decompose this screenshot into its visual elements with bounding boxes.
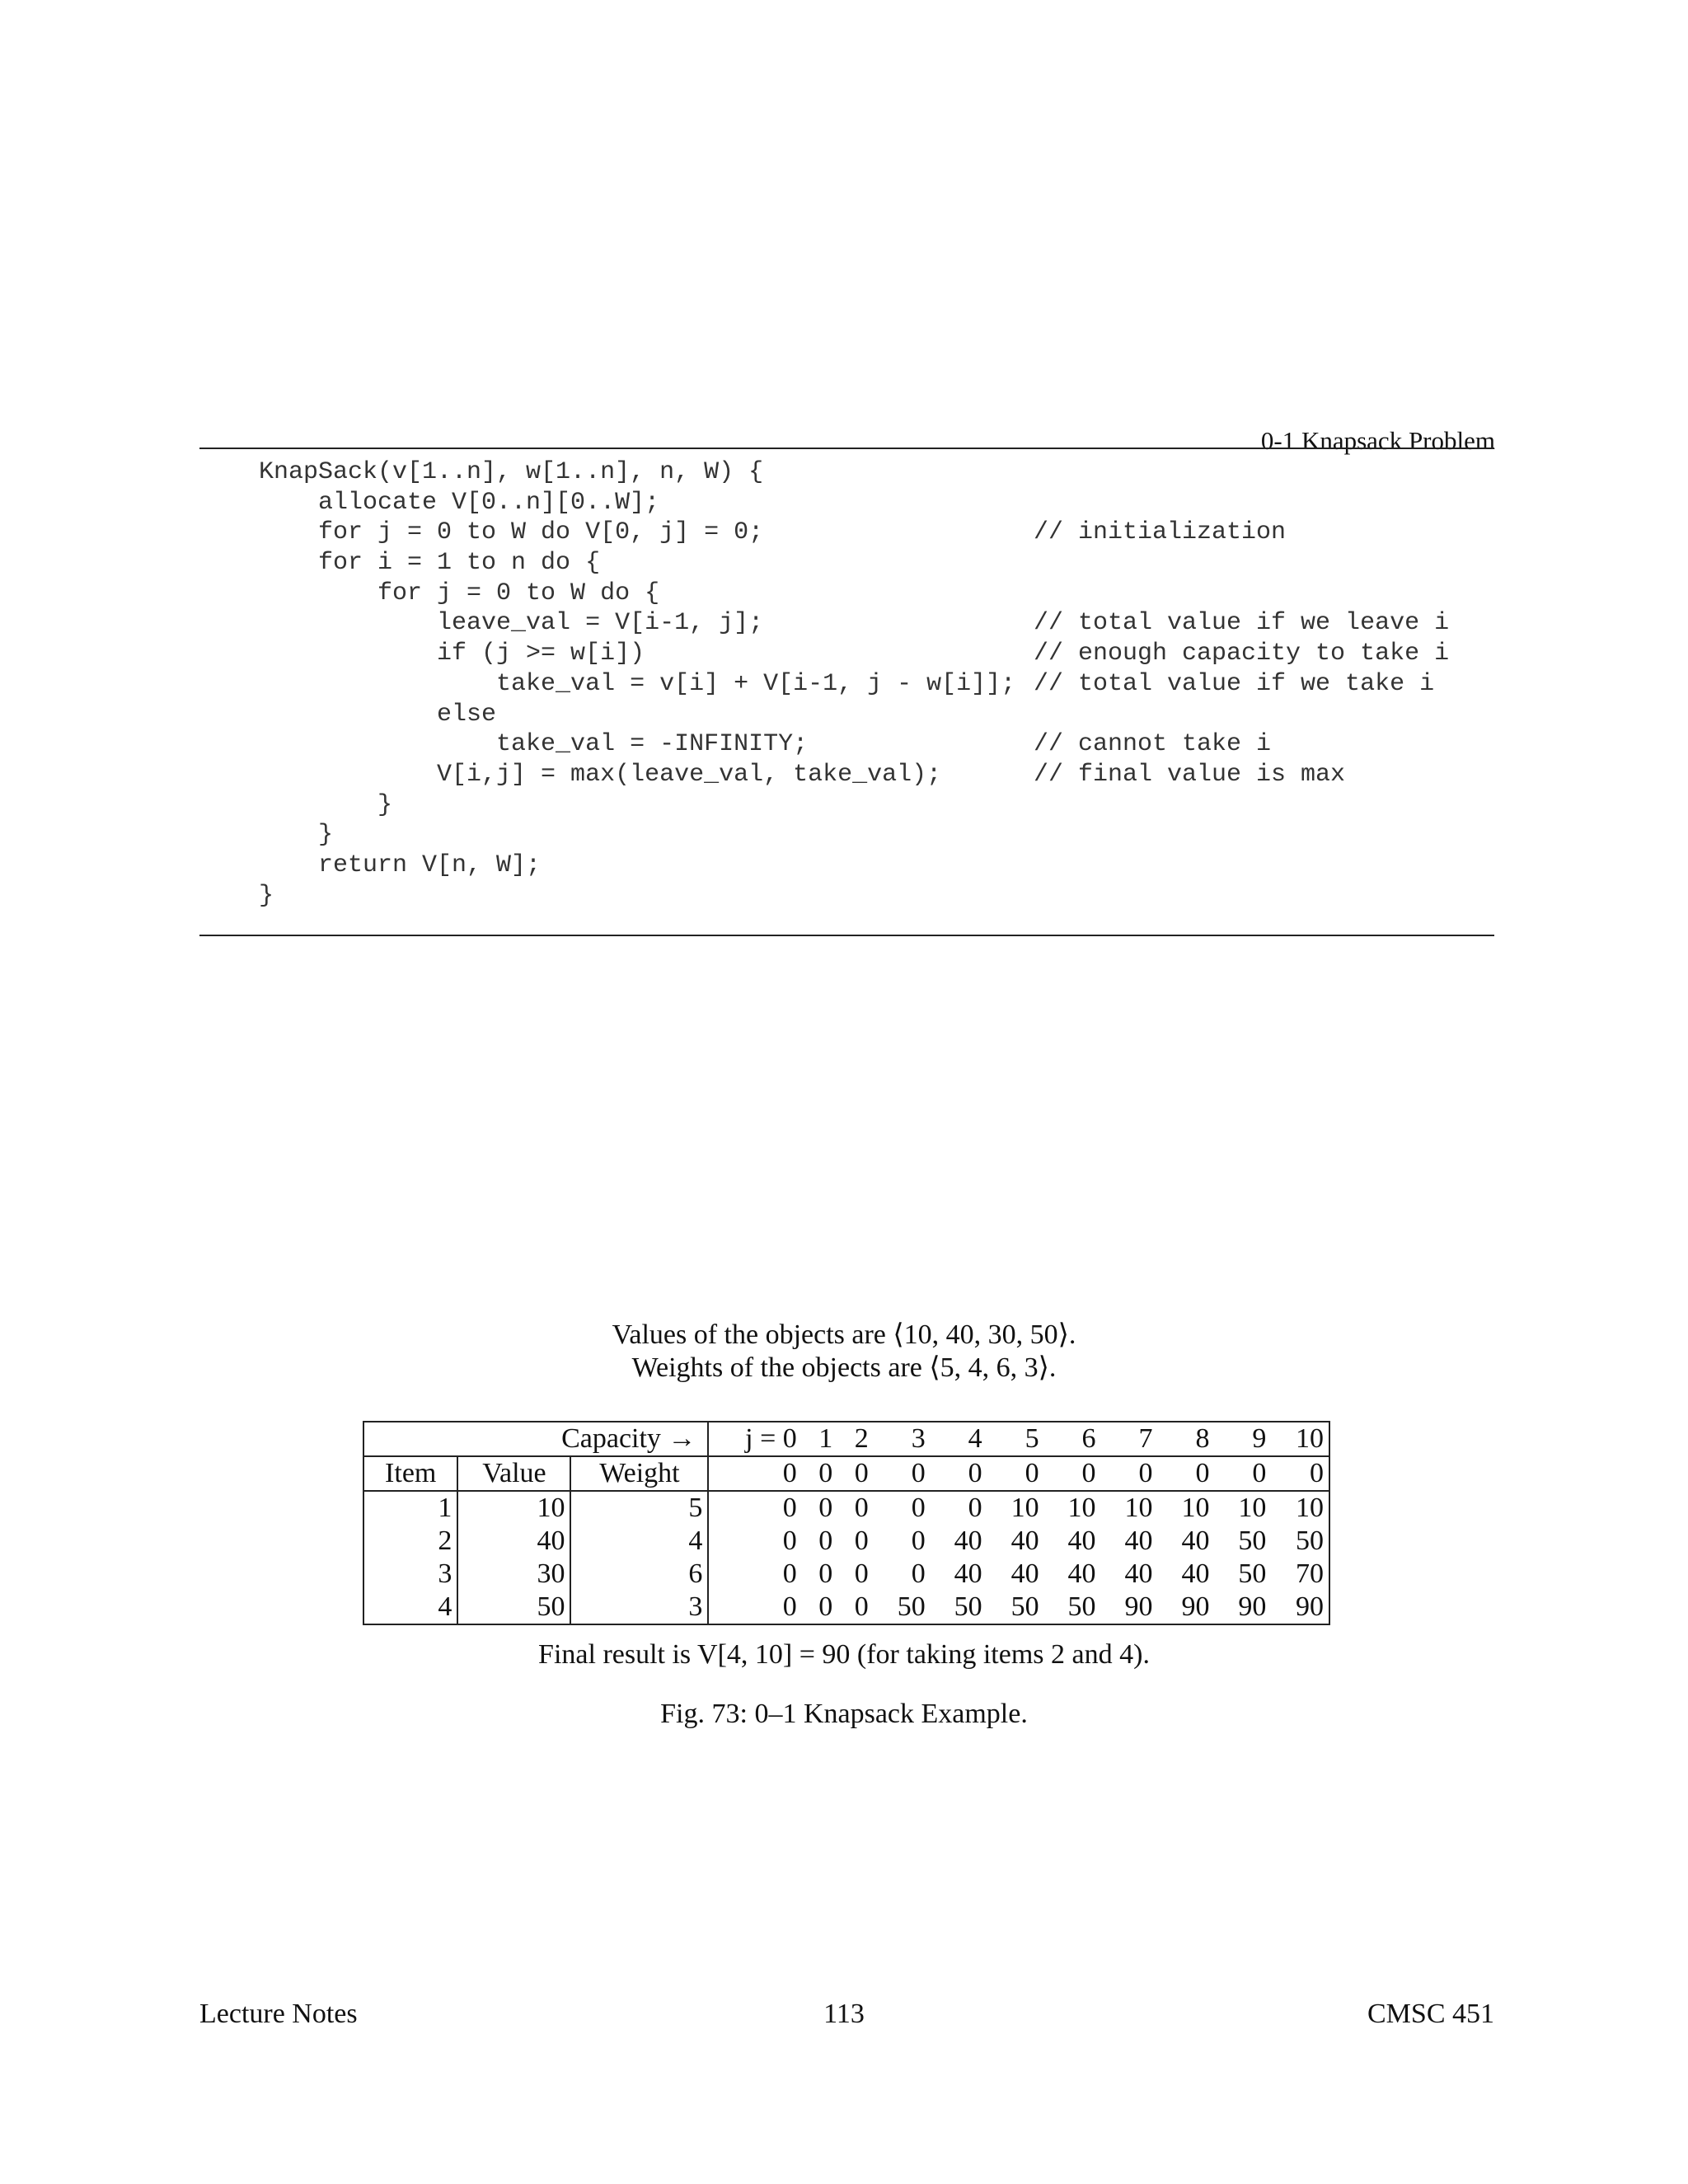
capacity-header: 2 bbox=[837, 1422, 873, 1456]
table-cell: 0 bbox=[1271, 1456, 1329, 1491]
table-cell: 0 bbox=[782, 1558, 797, 1589]
code-text: leave_val = V[i-1, j]; bbox=[259, 609, 764, 638]
code-text: for j = 0 to W do V[0, j] = 0; bbox=[259, 518, 764, 547]
table-cell: 40 bbox=[1067, 1526, 1096, 1556]
capacity-header: 5 bbox=[987, 1422, 1044, 1456]
table-cell: 40 bbox=[1124, 1526, 1153, 1556]
table-cell: 40 bbox=[1010, 1558, 1039, 1589]
table-cell: 0 bbox=[1044, 1456, 1101, 1491]
final-result-line: Final result is V[4, 10] = 90 (for taking items 2 and 4). bbox=[538, 1639, 1150, 1670]
code-line bbox=[259, 457, 1015, 488]
table-cell: 0 bbox=[1158, 1456, 1215, 1491]
item-number: 3 bbox=[363, 1558, 457, 1591]
table-cell: 0 bbox=[1101, 1456, 1158, 1491]
code-comment: // final value is max bbox=[1034, 760, 1346, 789]
table-cell: 0 bbox=[782, 1493, 797, 1523]
code-comment: // cannot take i bbox=[1034, 730, 1272, 759]
code-line bbox=[259, 820, 1015, 851]
code-text: take_val = v[i] + V[i-1, j - w[i]]; bbox=[259, 669, 1016, 698]
table-cell: 40 bbox=[954, 1526, 982, 1556]
code-line bbox=[259, 639, 1450, 669]
table-cell: 70 bbox=[1271, 1558, 1329, 1591]
table-cell: 0 bbox=[837, 1456, 873, 1491]
item-weight: 4 bbox=[570, 1525, 708, 1558]
table-cell: 50 bbox=[931, 1591, 987, 1624]
table-row bbox=[363, 1491, 1329, 1525]
item-value: 50 bbox=[457, 1591, 570, 1624]
item-value: 40 bbox=[457, 1525, 570, 1558]
code-line bbox=[259, 488, 1015, 518]
capacity-j0: j = 0 bbox=[708, 1422, 801, 1456]
table-cell: 50 bbox=[1044, 1591, 1101, 1624]
table-cell: 50 bbox=[1238, 1558, 1267, 1589]
column-header-row bbox=[363, 1456, 1329, 1491]
table-cell: 10 bbox=[1010, 1493, 1039, 1523]
code-text: take_val = -INFINITY; bbox=[259, 730, 809, 759]
code-text: } bbox=[259, 790, 393, 819]
table-cell: 40 bbox=[1181, 1558, 1210, 1589]
table-cell: 0 bbox=[968, 1493, 982, 1523]
code-text: for j = 0 to W do { bbox=[259, 579, 660, 607]
capacity-header: 4 bbox=[931, 1422, 987, 1456]
table-cell: 0 bbox=[911, 1526, 926, 1556]
table-cell: 0 bbox=[854, 1493, 869, 1523]
table-cell: 10 bbox=[1238, 1493, 1267, 1523]
code-line bbox=[259, 548, 1015, 579]
item-weight: 3 bbox=[570, 1591, 708, 1624]
table-cell: 0 bbox=[837, 1591, 873, 1624]
code-comment: // total value if we leave i bbox=[1034, 609, 1450, 638]
code-line bbox=[259, 851, 1015, 881]
code-comment: // total value if we take i bbox=[1034, 669, 1435, 698]
code-line bbox=[259, 518, 1287, 548]
code-comment: // initialization bbox=[1034, 518, 1287, 547]
code-bottom-rule bbox=[199, 935, 1494, 936]
table-cell: 0 bbox=[818, 1493, 833, 1523]
table-cell: 0 bbox=[931, 1456, 987, 1491]
code-text: allocate V[0..n][0..W]; bbox=[259, 488, 660, 517]
capacity-header: 7 bbox=[1101, 1422, 1158, 1456]
table-cell: 50 bbox=[987, 1591, 1044, 1624]
code-comment: // enough capacity to take i bbox=[1034, 640, 1450, 668]
running-header-title: 0-1 Knapsack Problem bbox=[1260, 426, 1495, 455]
header-rule bbox=[199, 448, 1494, 449]
code-line bbox=[259, 608, 1450, 639]
footer-left: Lecture Notes bbox=[199, 1999, 358, 2029]
table-cell: 50 bbox=[1271, 1525, 1329, 1558]
code-text: for i = 1 to n do { bbox=[259, 549, 601, 578]
table-cell: 0 bbox=[708, 1456, 801, 1491]
table-cell: 10 bbox=[1124, 1493, 1153, 1523]
table-cell: 90 bbox=[1158, 1591, 1215, 1624]
table-cell: 0 bbox=[854, 1526, 869, 1556]
table-cell: 0 bbox=[987, 1456, 1044, 1491]
item-value: 30 bbox=[457, 1558, 570, 1591]
code-line bbox=[259, 790, 1015, 821]
item-value: 10 bbox=[457, 1491, 570, 1525]
code-line bbox=[259, 669, 1435, 700]
code-text: return V[n, W]; bbox=[259, 851, 542, 879]
table-cell: 40 bbox=[1124, 1558, 1153, 1589]
code-text: if (j >= w[i]) bbox=[259, 640, 645, 668]
code-text: KnapSack(v[1..n], w[1..n], n, W) { bbox=[259, 458, 764, 486]
table-row bbox=[363, 1591, 1329, 1624]
table-cell: 10 bbox=[1067, 1493, 1096, 1523]
table-cell: 0 bbox=[874, 1456, 931, 1491]
table-cell: 10 bbox=[1181, 1493, 1210, 1523]
table-cell: 0 bbox=[782, 1526, 797, 1556]
capacity-header: 9 bbox=[1214, 1422, 1271, 1456]
table-cell: 90 bbox=[1271, 1591, 1329, 1624]
code-text: } bbox=[259, 881, 274, 910]
table-cell: 0 bbox=[854, 1558, 869, 1589]
table-cell: 40 bbox=[1067, 1558, 1096, 1589]
capacity-header: 8 bbox=[1158, 1422, 1215, 1456]
code-text: else bbox=[259, 700, 497, 729]
capacity-header: 3 bbox=[874, 1422, 931, 1456]
item-number: 2 bbox=[363, 1525, 457, 1558]
table-cell: 90 bbox=[1214, 1591, 1271, 1624]
code-line bbox=[259, 729, 1272, 760]
table-cell: 0 bbox=[1214, 1456, 1271, 1491]
table-row bbox=[363, 1525, 1329, 1558]
value-header: Value bbox=[457, 1456, 570, 1491]
capacity-header-row bbox=[363, 1422, 1329, 1456]
table-cell: 40 bbox=[1010, 1526, 1039, 1556]
table-cell: 10 bbox=[1271, 1491, 1329, 1525]
item-number: 4 bbox=[363, 1591, 457, 1624]
table-cell: 50 bbox=[874, 1591, 931, 1624]
weights-line: Weights of the objects are ⟨5, 4, 6, 3⟩. bbox=[631, 1352, 1057, 1383]
table-cell: 50 bbox=[1238, 1526, 1267, 1556]
table-cell: 0 bbox=[802, 1591, 837, 1624]
code-line bbox=[259, 579, 1015, 609]
table-cell: 40 bbox=[954, 1558, 982, 1589]
code-line bbox=[259, 760, 1346, 790]
weight-header: Weight bbox=[570, 1456, 708, 1491]
item-number: 1 bbox=[363, 1491, 457, 1525]
table-cell: 40 bbox=[1181, 1526, 1210, 1556]
table-cell: 0 bbox=[802, 1456, 837, 1491]
footer-right: CMSC 451 bbox=[1367, 1999, 1494, 2029]
knapsack-table bbox=[363, 1421, 1330, 1625]
code-text: V[i,j] = max(leave_val, take_val); bbox=[259, 760, 942, 789]
capacity-label: Capacity → bbox=[363, 1422, 708, 1456]
page-number: 113 bbox=[823, 1999, 865, 2029]
table-row bbox=[363, 1558, 1329, 1591]
capacity-header: 6 bbox=[1044, 1422, 1101, 1456]
item-header: Item bbox=[363, 1456, 457, 1491]
capacity-header: 10 bbox=[1271, 1422, 1329, 1456]
table-cell: 0 bbox=[911, 1558, 926, 1589]
code-text: } bbox=[259, 821, 334, 850]
figure-caption: Fig. 73: 0–1 Knapsack Example. bbox=[660, 1699, 1028, 1729]
table-cell: 0 bbox=[708, 1591, 801, 1624]
table-cell: 0 bbox=[818, 1526, 833, 1556]
values-line: Values of the objects are ⟨10, 40, 30, 50⟩. bbox=[612, 1319, 1076, 1350]
table-cell: 90 bbox=[1101, 1591, 1158, 1624]
table-cell: 0 bbox=[911, 1493, 926, 1523]
item-weight: 5 bbox=[570, 1491, 708, 1525]
code-listing bbox=[259, 457, 1450, 911]
table-cell: 0 bbox=[818, 1558, 833, 1589]
capacity-header: 1 bbox=[802, 1422, 837, 1456]
code-line bbox=[259, 881, 1015, 912]
item-weight: 6 bbox=[570, 1558, 708, 1591]
code-line bbox=[259, 700, 1015, 730]
